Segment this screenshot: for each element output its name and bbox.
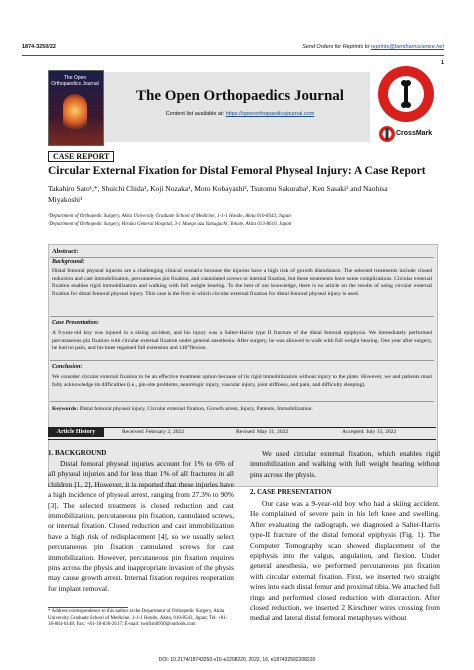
header-divider xyxy=(22,55,444,56)
section-heading-case-presentation: 2. CASE PRESENTATION xyxy=(250,488,332,496)
abstract-divider xyxy=(50,401,434,402)
issn-number: 1874-3250/22 xyxy=(22,44,56,50)
authors-line-2: Miyakoshi¹ xyxy=(48,195,83,204)
affiliation-1: ¹Department of Orthopedic Surgery, Akita University Graduate School of Medicine, 1-1-1 Hondo, Akita 010-8543, Japan xyxy=(48,214,291,219)
footnote-divider xyxy=(48,607,128,608)
crossmark-icon[interactable] xyxy=(378,125,396,143)
article-type-label: CASE REPORT xyxy=(48,151,114,162)
received-date: Received: February 2, 2022 xyxy=(122,429,185,435)
reprint-email-link[interactable]: reprints@benthamscience.net xyxy=(370,44,444,50)
abstract-divider xyxy=(50,257,434,258)
abstract-divider xyxy=(50,316,434,317)
page-number: 1 xyxy=(440,60,444,66)
affiliation-2: ²Department of Orthopedic Surgery, Hiraka General Hospital, 3-1 Maego aza Yatsuguchi, Yokote, Akita 013-8610, Japan xyxy=(48,222,292,227)
revised-date: Revised: May 31, 2022 xyxy=(236,429,289,435)
affiliations xyxy=(48,213,448,229)
correspondence-footnote: * Address correspondence to this author at the Department of Orthopedic Surgery, Akita University Graduate School of Medicine, 1-1-1 Hondo, Akita, 010-8543, Japan; Tel: +81-18-884-6148; Fax: +81-18-836-2617; E-mail: twofish0930@outlook.com xyxy=(48,609,228,628)
conclusion-text: We consider circular external fixation to be an effective treatment option because of its rigid immobilization without injury to the plate. However, we and patients must fully acknowledge its difficulties (i.e., pin-site problems, neurologic injury, vascular injury, joint stiffness, and pain, and difficulty sleeping). xyxy=(52,374,432,388)
reprint-notice xyxy=(302,44,444,50)
section-text-case-presentation: Our case was a 9-year-old boy who had a skiing accident. He complained of severe pain in his left knee and swelling. After evaluating the radiograph, we diagnosed a Salter-Harris type-II fracture of the distal femoral epiphysis (Fig. 1). The Computer Tomography scan showed displacement of the epiphysis into the valgus, angulation, and flexion. Under general anesthesia, we performed percutaneous pin fixation with circular external fixation. First, we inserted two straight wires into each distal femur and proximal tibia. We attached full rings and performed closed reduction with distraction. After closed reduction, we inserted 2 Kirschner wires crossing from medial and lateral distal femoral metaphyses without xyxy=(250,499,440,623)
content-list xyxy=(110,111,370,117)
background-label: Background: xyxy=(52,259,85,265)
background-text: Distal femoral physeal injuries are a challenging clinical scenario because the injuries have a high risk of growth disturbance. The selected treatments include closed reduction and cast immobilization, percutaneous pin fixation, and cannulated screws or internal fixation, but these treatments have some complications. Circular external fixation enables rigid immobilization and walking with full weight bearing. To the best of our knowledge, there is no article on the results of using circular external fixation for distal femoral physeal injury. This case is the first in which circular external fixation for distal femoral physeal injury is used. xyxy=(52,268,432,297)
reprint-notice-label: Send Orders for Reprints to xyxy=(302,44,371,50)
article-title: Circular External Fixation for Distal Femoral Physeal Injury: A Case Report xyxy=(48,165,426,177)
doi-footer: DOI: 10.2174/18743250-v16-e2208220, 2022, 16, e187432502208220 xyxy=(158,657,316,663)
keywords-label: Keywords: xyxy=(52,406,79,412)
authors-line-1: Takahiro Sato¹,*, Shuichi Chida¹, Koji Nozaka¹, Moto Kobayashi², Tsutomu Sakuraba², Ken Sasaki² and Naohisa xyxy=(48,184,388,193)
keywords xyxy=(52,406,432,414)
section-heading-background: 1. BACKGROUND xyxy=(48,449,107,457)
cover-title: The Open Orthopaedics Journal xyxy=(51,75,99,87)
article-history-label: Article History xyxy=(48,428,104,437)
knee-xray-icon xyxy=(63,94,87,136)
section-text-background: Distal femoral physeal injuries account for 1% to 6% of all physeal injuries and for less than 1% of all fractures in all children [1, 2], However, it is reported that these injuries have a high incidence of physeal arrest, ranging from 27.3% to 90% [3]. The selected treatment is closed reduction and cast immobilization, percutaneous pin fixation, cannulated screws, or internal fixation. Closed reduction and cast immobilization have a high risk of redisplacement [4], so we usually select percutaneous pin fixation cannulated screws for cast immobilization. However, percutaneous pin fixation requires pins across the physis and inappropriate invasion of the physis may cause growth arrest. Internal fixation requires reoperation for implant removal. xyxy=(48,459,234,593)
accepted-date: Accepted: July 15, 2022 xyxy=(342,429,397,435)
conclusion-label: Conclusion: xyxy=(52,364,83,370)
bone-icon xyxy=(399,80,413,108)
crossmark-label[interactable]: CrossMark xyxy=(396,130,433,137)
case-presentation-label: Case Presentation: xyxy=(52,320,99,326)
case-presentation-text: A 9-year-old boy was injured in a skiing accident, and his injury was a Salter-Harris type II fracture of the distal femoral epiphysis. We immediately performed percutaneous pin fixation with circular external fixation under general anesthesia. After surgery, he was allowed to walk with full weight bearing. One year after surgery, he had no pain, and his knee regained full extension and 140°flexion. xyxy=(52,330,432,352)
keywords-text: Distal femoral physeal injury, Circular external fixation, Growth arrest, Injury, Patients, Immobilization. xyxy=(78,406,313,412)
journal-url-link[interactable]: https://openorthopaedicsjournal.com xyxy=(225,111,315,117)
journal-title: The Open Orthopaedics Journal xyxy=(136,88,344,104)
right-column-intro: We used circular external fixation, which enables rigid immobilization and walking with full weight bearing without pins across the physis. xyxy=(250,449,440,479)
abstract-heading: Abstract: xyxy=(52,248,79,255)
author-list xyxy=(48,183,448,205)
abstract-divider xyxy=(50,360,434,361)
content-list-label: Content list available at: xyxy=(165,111,226,117)
